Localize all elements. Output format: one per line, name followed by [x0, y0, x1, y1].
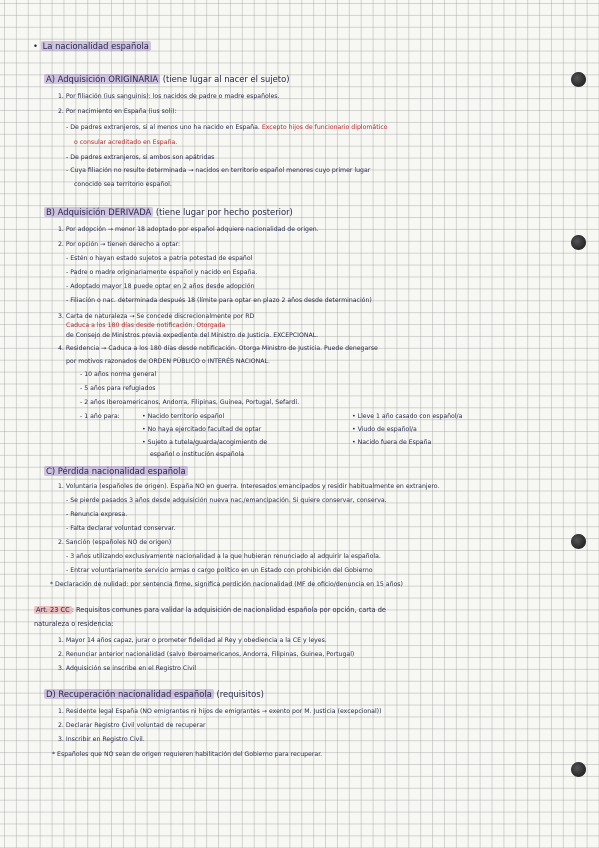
line-art2: 2. Renunciar anterior nacionalidad (salvo Iberoamericanos, Andorra, Filipinas, Guinea, Portugal) [58, 651, 355, 658]
line-b4f-6: • Nacido fuera de España [352, 439, 432, 446]
binder-hole [571, 235, 586, 250]
section-d-heading: D) Recuperación nacionalidad española (requisitos) [46, 689, 264, 699]
line-b4e: - 2 años Iberoamericanos, Andorra, Filipinas, Guinea, Portugal, Sefardí. [80, 399, 300, 406]
line-b4c: - 10 años norma general [80, 371, 157, 378]
art-23-line-cont: naturaleza o residencia: [34, 620, 114, 628]
line-art1: 1. Mayor 14 años capaz, jurar o prometer fidelidad al Rey y obediencia a la CE y leyes. [58, 637, 327, 644]
line-b2b: - Padre o madre originariamente español y nacido en España. [66, 269, 258, 276]
line-a2c-cont: conocido sea territorio español. [74, 181, 172, 188]
line-c2: 2. Sanción (españoles NO de origen) [58, 539, 172, 546]
line-b2: 2. Por opción → tienen derecho a optar: [58, 241, 181, 248]
binder-hole [571, 534, 586, 549]
line-a2a: - De padres extranjeros, si al menos uno ha nacido en España. Excepto hijos de funcionario diplomático [66, 124, 388, 131]
line-c1c: - Falta declarar voluntad conservar. [66, 525, 176, 532]
line-b3: 3. Carta de naturaleza → Se concede discrecionalmente por RD [58, 313, 255, 320]
line-b1: 1. Por adopción → menor 18 adoptado por español adquiere nacionalidad de origen. [58, 226, 319, 233]
section-c-heading: C) Pérdida nacionalidad española [46, 466, 186, 476]
line-d2: 2. Declarar Registro Civil voluntad de recuperar [58, 722, 206, 729]
line-c1b: - Renuncia expresa. [66, 511, 128, 518]
line-c1: 1. Voluntaria (españoles de origen). España NO en guerra. Interesados emancipados y residir habitualmente en extranjero. [58, 483, 440, 490]
section-a-heading: A) Adquisición ORIGINARIA (tiene lugar al nacer el sujeto) [46, 74, 290, 84]
line-a1: 1. Por filiación (ius sanguinis): los nacidos de padre o madre españoles. [58, 93, 280, 100]
line-b4f-label: - 1 año para: [80, 413, 120, 420]
section-b-heading: B) Adquisición DERIVADA (tiene lugar por hecho posterior) [46, 207, 293, 217]
line-d3: 3. Inscribir en Registro Civil. [58, 736, 145, 743]
line-b4f-3b: español o institución española [150, 451, 245, 458]
line-a2: 2. Por nacimiento en España (ius soli): [58, 108, 177, 115]
line-b2a: - Estén o hayan estado sujetos a patria potestad de español [66, 255, 253, 262]
line-b4f-5: • Viudo de español/a [352, 426, 417, 433]
line-d1: 1. Residente legal España (NO emigrantes ni hijos de emigrantes → exento por M. Justicia (excepcional)) [58, 708, 382, 715]
line-b4: 4. Residencia → Caduca a los 180 días desde notificación. Otorga Ministro de Justicia. Puede denegarse [58, 345, 378, 352]
line-b3-red: Caduca a los 180 días desde notificación. Otorgada [66, 322, 226, 329]
line-b4f-4: • Lleve 1 año casado con español/a [352, 413, 463, 420]
line-d4: * Españoles que NO sean de origen requieren habilitación del Gobierno para recuperar. [52, 751, 323, 758]
line-art3: 3. Adquisición se inscribe en el Registro Civil [58, 665, 197, 672]
line-b3b: de Consejo de Ministros previa expediente del Ministro de Justicia. EXCEPCIONAL. [66, 332, 319, 339]
line-b4f-2: • No haya ejercitado facultad de optar [142, 426, 262, 433]
art-23-line: Art. 23 CC : Requisitos comunes para validar la adquisición de nacionalidad española por opción, carta de [36, 606, 386, 614]
line-b2c: - Adoptado mayor 18 puede optar en 2 años desde adopción [66, 283, 255, 290]
line-a2c: - Cuya filiación no resulte determinada → nacidos en territorio español menores cuyo primer lugar [66, 167, 371, 174]
line-c2a: - 3 años utilizando exclusivamente nacionalidad a la que hubieran renunciado al adquirir la española. [66, 553, 381, 560]
line-b4d: - 5 años para refugiados [80, 385, 156, 392]
line-b4b: por motivos razonados de ORDEN PÚBLICO o INTERÉS NACIONAL. [66, 358, 270, 365]
binder-hole [571, 762, 586, 777]
line-b2d: - Filiación o nac. determinada después 18 (límite para optar en plazo 2 años desde determinación) [66, 297, 372, 304]
line-a2a-cont: o consular acreditado en España. [74, 139, 178, 146]
line-c3: * Declaración de nulidad: por sentencia firme, significa perdición nacionalidad (MF de oficio/denuncia en 15 años) [50, 581, 403, 588]
page-title: • La nacionalidad española [33, 41, 149, 51]
line-a2b: - De padres extranjeros, si ambos son apátridas [66, 154, 215, 161]
line-c2b: - Entrar voluntariamente servicio armas o cargo político en un Estado con prohibición del Gobierno [66, 567, 373, 574]
line-b4f-3: • Sujeto a tutela/guarda/acogimiento de [142, 439, 267, 446]
binder-hole [571, 72, 586, 87]
line-b4f-1: • Nacido territorio español [142, 413, 225, 420]
line-c1a: - Se pierde pasados 3 años desde adquisición nueva nac./emancipación. Si quiere conservar, conserva. [66, 497, 387, 504]
